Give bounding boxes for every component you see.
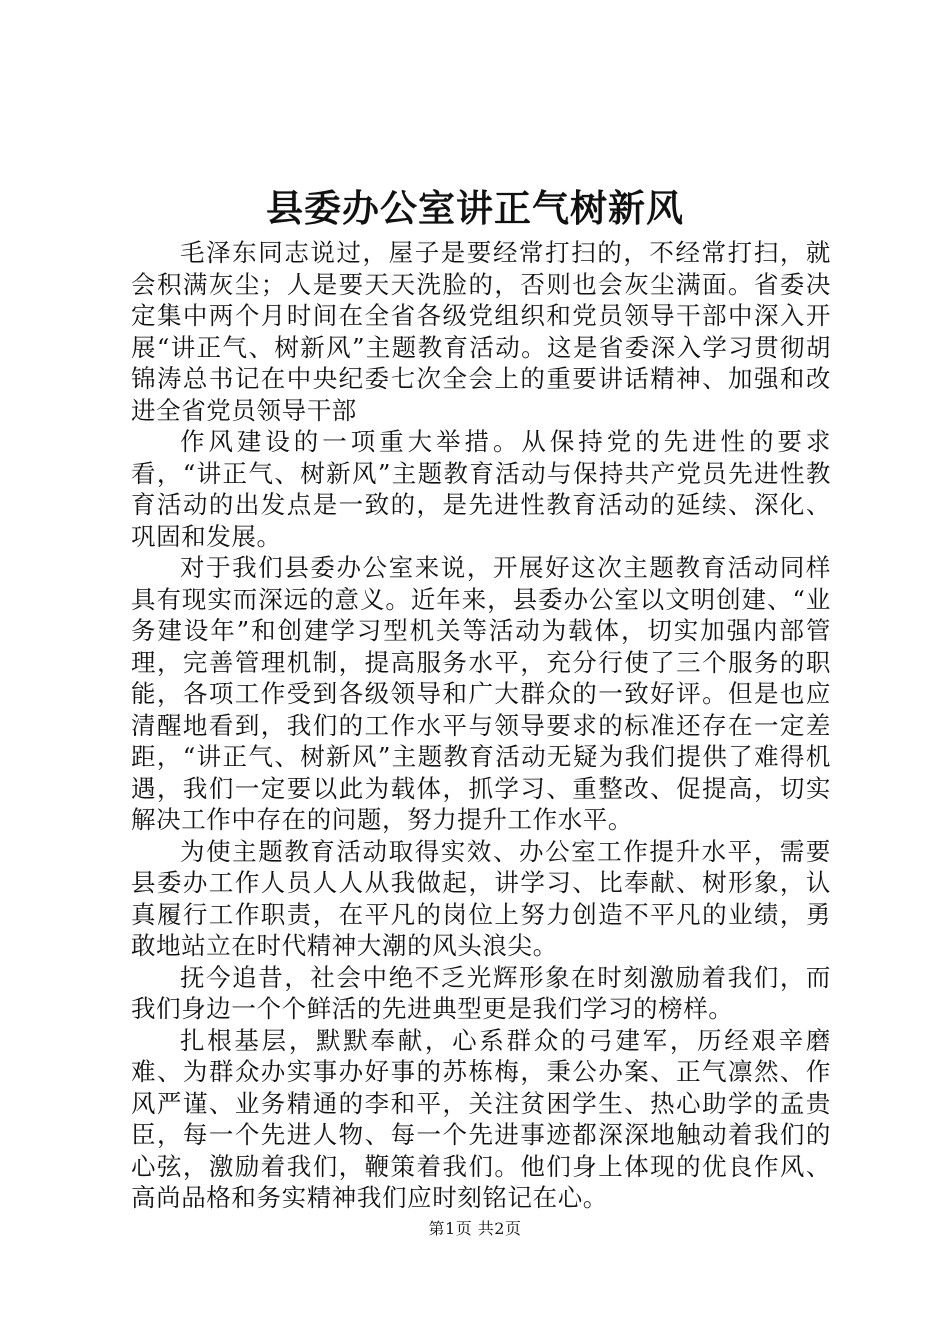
paragraph: 毛泽东同志说过，屋子是要经常打扫的，不经常打扫，就会积满灰尘；人是要天天洗脸的，否则也会灰尘满面。省委决定集中两个月时间在全省各级党组织和党员领导干部中深入开展“讲正气、树新风”主题教育活动。这是省委深入学习贯彻胡锦涛总书记在中央纪委七次全会上的重要讲话精神、加强和改进全省党员领导干部 bbox=[131, 238, 831, 425]
paragraph: 抚今追昔，社会中绝不乏光辉形象在时刻激励着我们，而我们身边一个个鲜活的先进典型更是我们学习的榜样。 bbox=[131, 962, 831, 1023]
paragraph: 对于我们县委办公室来说，开展好这次主题教育活动同样具有现实而深远的意义。近年来，县委办公室以文明创建、“业务建设年”和创建学习型机关等活动为载体，切实加强内部管理，完善管理机制，提高服务水平，充分行使了三个服务的职能，各项工作受到各级领导和广大群众的一致好评。但是也应清醒地看到，我们的工作水平与领导要求的标准还存在一定差距，“讲正气、树新风”主题教育活动无疑为我们提供了难得机遇，我们一定要以此为载体，抓学习、重整改、促提高，切实解决工作中存在的问题，努力提升工作水平。 bbox=[131, 553, 831, 834]
document-title: 县委办公室讲正气树新风 bbox=[266, 186, 684, 230]
paragraph: 为使主题教育活动取得实效、办公室工作提升水平，需要县委办工作人员人人从我做起，讲学习、比奉献、树形象，认真履行工作职责，在平凡的岗位上努力创造不平凡的业绩，勇敢地站立在时代精神大潮的风头浪尖。 bbox=[131, 836, 831, 960]
paragraph: 扎根基层，默默奉献，心系群众的弓建军，历经艰辛磨难、为群众办实事办好事的苏栋梅，秉公办案、正气凛然、作风严谨、业务精通的李和平，关注贫困学生、热心助学的孟贵臣，每一个先进人物、每一个先进事迹都深深地触动着我们的心弦，激励着我们，鞭策着我们。他们身上体现的优良作风、高尚品格和务实精神我们应时刻铭记在心。 bbox=[131, 1025, 831, 1212]
page-footer: 第1页 共2页 bbox=[428, 1219, 522, 1238]
paragraph: 作风建设的一项重大举措。从保持党的先进性的要求看，“讲正气、树新风”主题教育活动与保持共产党员先进性教育活动的出发点是一致的，是先进性教育活动的延续、深化、巩固和发展。 bbox=[131, 427, 831, 551]
document-body bbox=[131, 237, 831, 1214]
